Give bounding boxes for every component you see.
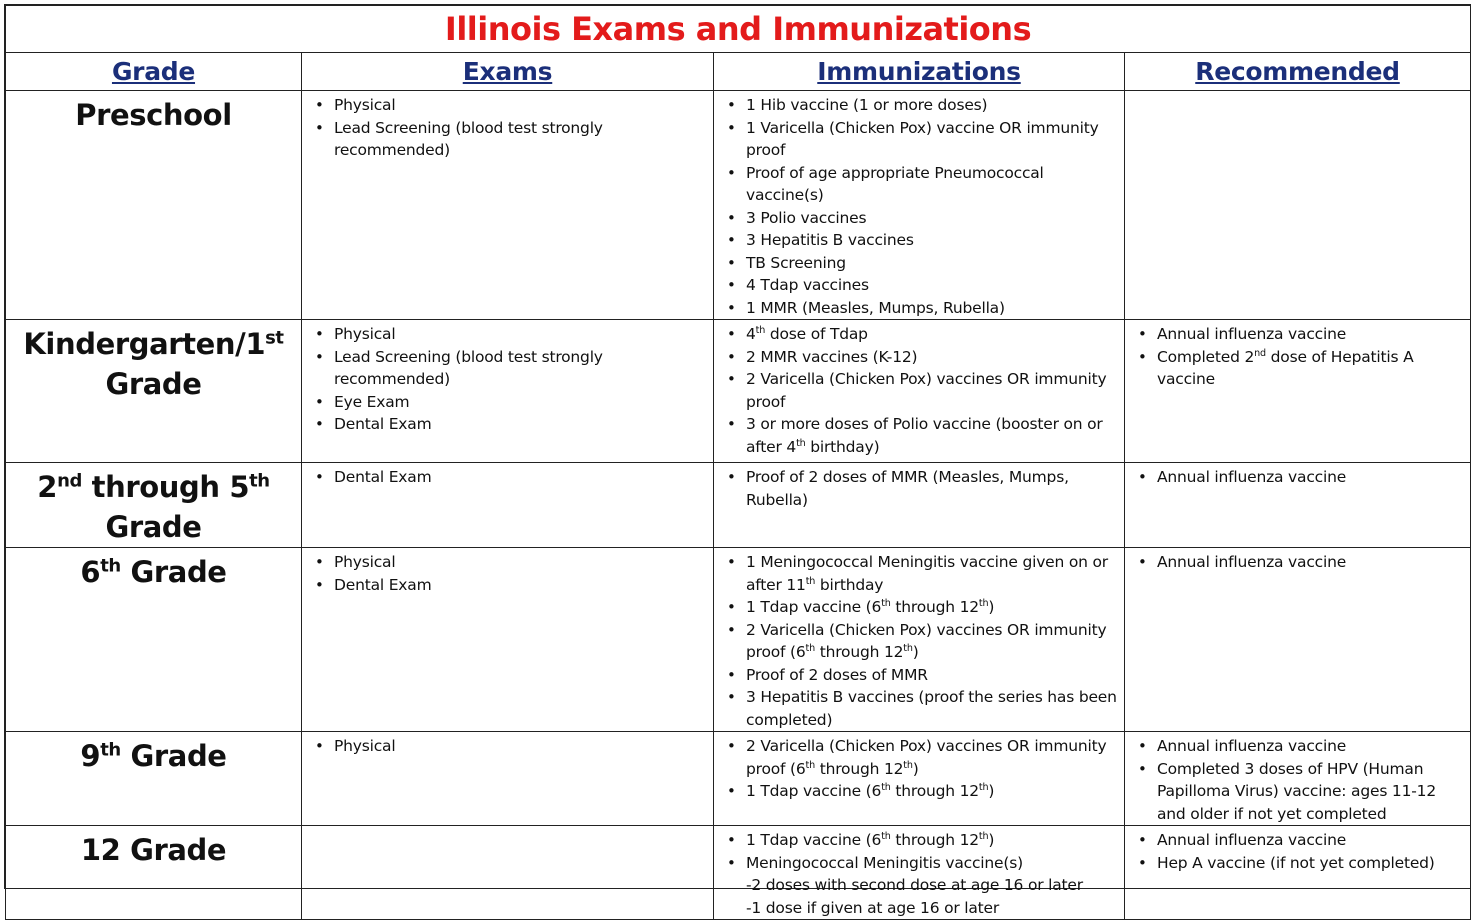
exams-cell xyxy=(302,732,714,826)
recommended-cell xyxy=(1125,463,1471,548)
immunizations-list xyxy=(726,466,1118,511)
recommended-cell xyxy=(1125,320,1471,463)
list-item: • Completed 3 doses of HPV (Human Papilloma Virus) vaccine: ages 11-12 and older if not yet completed xyxy=(1157,758,1464,826)
list-item: • 1 Tdap vaccine (6th through 12th) xyxy=(746,596,1118,619)
exams-list xyxy=(314,323,707,436)
list-item: • Lead Screening (blood test strongly recommended) xyxy=(334,346,707,391)
recommended-list xyxy=(1137,735,1464,825)
grade-cell: 9th Grade xyxy=(6,732,302,826)
exams-cell xyxy=(302,320,714,463)
list-item: • 1 Meningococcal Meningitis vaccine given on or after 11th birthday xyxy=(746,551,1118,596)
exams-list xyxy=(314,735,707,758)
table-row xyxy=(6,91,1471,320)
recommended-list xyxy=(1137,829,1464,874)
exams-cell xyxy=(302,826,714,920)
immunization-note: -1 dose if given at age 16 or later xyxy=(746,898,1000,917)
title-cell xyxy=(6,6,1471,53)
table-row xyxy=(6,732,1471,826)
immunizations-list xyxy=(726,735,1118,803)
list-item: • Proof of 2 doses of MMR (Measles, Mumps, Rubella) xyxy=(746,466,1118,511)
list-item: • 2 MMR vaccines (K-12) xyxy=(746,346,1118,369)
title-row xyxy=(6,6,1471,53)
list-item: • Physical xyxy=(334,94,707,117)
list-item: • Meningococcal Meningitis vaccine(s) -2 doses with second dose at age 16 or later -1 dose if given at age 16 or later xyxy=(746,852,1118,920)
grade-cell: Preschool xyxy=(6,91,302,320)
list-item: • 2 Varicella (Chicken Pox) vaccines OR immunity proof (6th through 12th) xyxy=(746,735,1118,780)
list-item: • Dental Exam xyxy=(334,466,707,489)
immunization-note: -2 doses with second dose at age 16 or later xyxy=(746,876,1083,894)
exams-list xyxy=(314,94,707,162)
list-item: • 2 Varicella (Chicken Pox) vaccines OR immunity proof (6th through 12th) xyxy=(746,619,1118,664)
grade-cell: 6th Grade xyxy=(6,548,302,732)
list-item: • 1 Varicella (Chicken Pox) vaccine OR immunity proof xyxy=(746,117,1118,162)
list-item: • Physical xyxy=(334,735,707,758)
table-row xyxy=(6,320,1471,463)
recommended-cell xyxy=(1125,826,1471,920)
list-item: • 1 MMR (Measles, Mumps, Rubella) xyxy=(746,297,1118,320)
list-item: • Dental Exam xyxy=(334,574,707,597)
recommended-cell xyxy=(1125,548,1471,732)
exams-cell xyxy=(302,463,714,548)
grade-cell: 2nd through 5th Grade xyxy=(6,463,302,548)
list-item: • Annual influenza vaccine xyxy=(1157,466,1464,489)
immunization-table xyxy=(5,5,1471,920)
list-item: • 2 Varicella (Chicken Pox) vaccines OR immunity proof xyxy=(746,368,1118,413)
list-item: • 4 Tdap vaccines xyxy=(746,274,1118,297)
recommended-list xyxy=(1137,323,1464,391)
immunizations-cell xyxy=(714,91,1125,320)
list-item: • Completed 2nd dose of Hepatitis A vaccine xyxy=(1157,346,1464,391)
immunizations-cell xyxy=(714,463,1125,548)
header-exams: Exams xyxy=(302,53,714,91)
immunizations-cell xyxy=(714,548,1125,732)
table-row xyxy=(6,548,1471,732)
list-item: • Annual influenza vaccine xyxy=(1157,829,1464,852)
list-item: • Annual influenza vaccine xyxy=(1157,323,1464,346)
header-grade: Grade xyxy=(6,53,302,91)
immunizations-cell xyxy=(714,320,1125,463)
page-title: Illinois Exams and Immunizations xyxy=(444,10,1032,48)
recommended-cell xyxy=(1125,732,1471,826)
list-item: • 1 Hib vaccine (1 or more doses) xyxy=(746,94,1118,117)
recommended-list xyxy=(1137,466,1464,489)
immunizations-list xyxy=(726,323,1118,458)
list-item: • Eye Exam xyxy=(334,391,707,414)
document-page xyxy=(4,4,1471,917)
table-row xyxy=(6,463,1471,548)
list-item: • 1 Tdap vaccine (6th through 12th) xyxy=(746,829,1118,852)
list-item: • 3 Polio vaccines xyxy=(746,207,1118,230)
immunizations-cell xyxy=(714,732,1125,826)
list-item: • Proof of 2 doses of MMR xyxy=(746,664,1118,687)
immunizations-list xyxy=(726,551,1118,731)
immunizations-list xyxy=(726,829,1118,919)
list-item: • 4th dose of Tdap xyxy=(746,323,1118,346)
list-item: • 3 Hepatitis B vaccines (proof the series has been completed) xyxy=(746,686,1118,731)
list-item: • TB Screening xyxy=(746,252,1118,275)
immunizations-list xyxy=(726,94,1118,319)
list-item: • Hep A vaccine (if not yet completed) xyxy=(1157,852,1464,875)
list-item: • Annual influenza vaccine xyxy=(1157,735,1464,758)
list-item: • 3 or more doses of Polio vaccine (booster on or after 4th birthday) xyxy=(746,413,1118,458)
list-item: • Physical xyxy=(334,323,707,346)
exams-list xyxy=(314,551,707,596)
grade-cell: 12 Grade xyxy=(6,826,302,920)
exams-cell xyxy=(302,548,714,732)
list-item: • Proof of age appropriate Pneumococcal vaccine(s) xyxy=(746,162,1118,207)
list-item: • Annual influenza vaccine xyxy=(1157,551,1464,574)
grade-cell: Kindergarten/1st Grade xyxy=(6,320,302,463)
recommended-list xyxy=(1137,551,1464,574)
list-item: • Dental Exam xyxy=(334,413,707,436)
list-item: • Lead Screening (blood test strongly recommended) xyxy=(334,117,707,162)
list-item: • Physical xyxy=(334,551,707,574)
list-item: • 3 Hepatitis B vaccines xyxy=(746,229,1118,252)
header-recommended: Recommended xyxy=(1125,53,1471,91)
recommended-cell xyxy=(1125,91,1471,320)
exams-cell xyxy=(302,91,714,320)
header-row xyxy=(6,53,1471,91)
header-immunizations: Immunizations xyxy=(714,53,1125,91)
exams-list xyxy=(314,466,707,489)
list-item: • 1 Tdap vaccine (6th through 12th) xyxy=(746,780,1118,803)
table-row xyxy=(6,826,1471,920)
immunizations-cell xyxy=(714,826,1125,920)
